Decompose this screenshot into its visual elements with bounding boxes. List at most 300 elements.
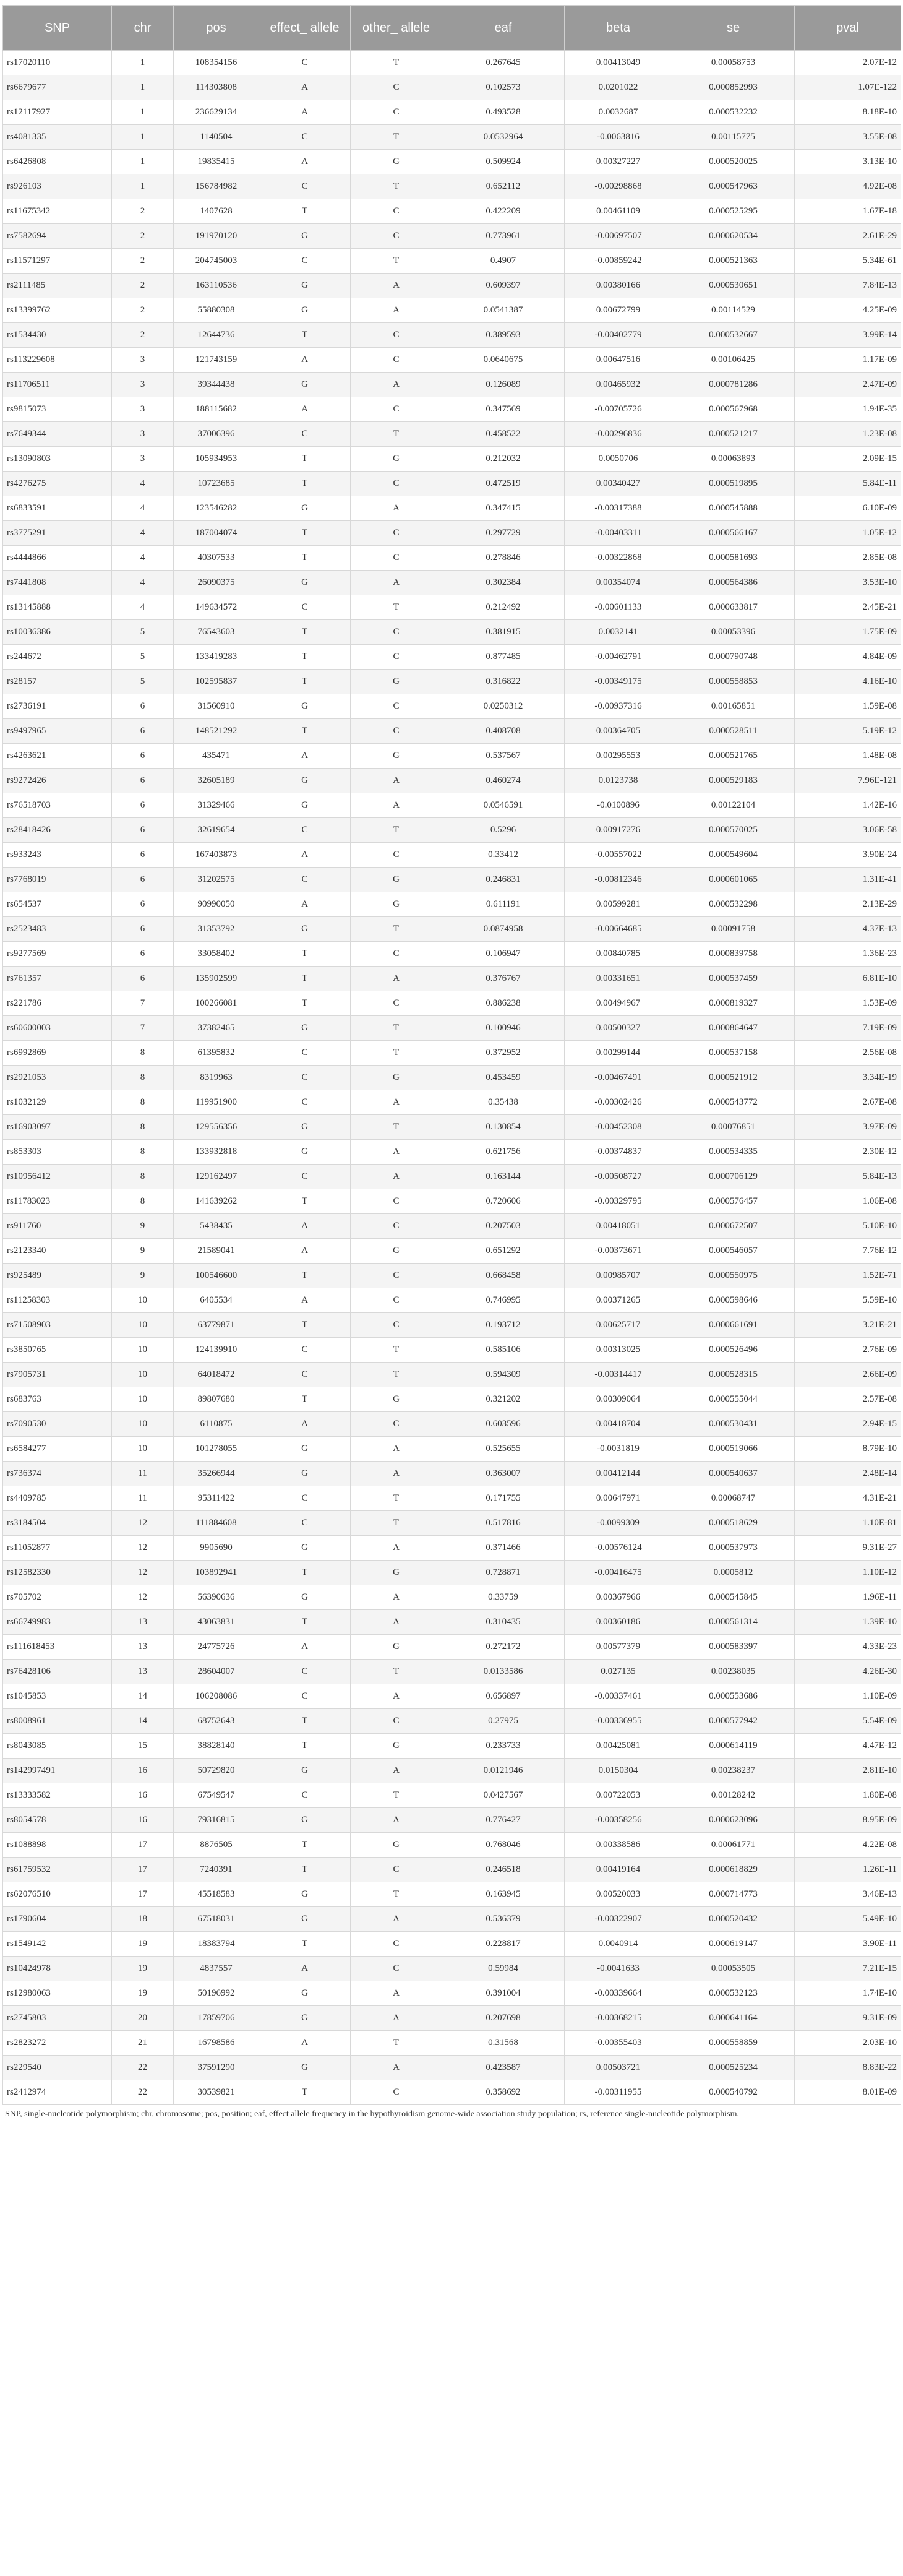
table-row: [3, 274, 901, 298]
pos-cell: 56390636: [174, 1585, 259, 1610]
snp-cell: rs28157: [3, 670, 112, 694]
se-cell: 0.00076851: [672, 1115, 795, 1140]
snp-cell: rs2921053: [3, 1066, 112, 1090]
eaf-cell: 0.5296: [442, 818, 565, 843]
pos-cell: 135902599: [174, 967, 259, 991]
effect-allele-cell: C: [259, 818, 351, 843]
effect-allele-cell: T: [259, 447, 351, 472]
chr-cell: 8: [112, 1115, 174, 1140]
other-allele-cell: G: [351, 1561, 442, 1585]
se-cell: 0.000532232: [672, 100, 795, 125]
beta-cell: -0.00311955: [565, 2080, 672, 2105]
eaf-cell: 0.100946: [442, 1016, 565, 1041]
other-allele-cell: C: [351, 1412, 442, 1437]
other-allele-cell: A: [351, 1165, 442, 1189]
effect-allele-cell: C: [259, 868, 351, 892]
snp-cell: rs113229608: [3, 348, 112, 373]
other-allele-cell: G: [351, 447, 442, 472]
eaf-cell: 0.651292: [442, 1239, 565, 1264]
pval-cell: 4.26E-30: [795, 1660, 901, 1684]
snp-cell: rs13399762: [3, 298, 112, 323]
eaf-cell: 0.746995: [442, 1288, 565, 1313]
effect-allele-cell: A: [259, 150, 351, 174]
pos-cell: 9905690: [174, 1536, 259, 1561]
eaf-cell: 0.27975: [442, 1709, 565, 1734]
chr-cell: 6: [112, 892, 174, 917]
snp-cell: rs3850765: [3, 1338, 112, 1363]
se-cell: 0.00053396: [672, 620, 795, 645]
pval-cell: 2.48E-14: [795, 1462, 901, 1486]
beta-cell: 0.00494967: [565, 991, 672, 1016]
other-allele-cell: G: [351, 1635, 442, 1660]
snp-cell: rs6679677: [3, 75, 112, 100]
se-cell: 0.000543772: [672, 1090, 795, 1115]
table-header: [3, 6, 901, 51]
pos-cell: 124139910: [174, 1338, 259, 1363]
chr-cell: 12: [112, 1511, 174, 1536]
chr-cell: 8: [112, 1165, 174, 1189]
table-row: [3, 1833, 901, 1858]
eaf-cell: 0.126089: [442, 373, 565, 397]
pos-cell: 40307533: [174, 546, 259, 571]
other-allele-cell: T: [351, 1016, 442, 1041]
table-row: [3, 1189, 901, 1214]
pval-cell: 5.34E-61: [795, 249, 901, 274]
effect-allele-cell: A: [259, 1214, 351, 1239]
effect-allele-cell: T: [259, 1610, 351, 1635]
pos-cell: 167403873: [174, 843, 259, 868]
eaf-cell: 0.233733: [442, 1734, 565, 1759]
effect-allele-cell: T: [259, 991, 351, 1016]
chr-cell: 8: [112, 1041, 174, 1066]
pval-cell: 2.47E-09: [795, 373, 901, 397]
table-row: [3, 224, 901, 249]
se-cell: 0.000819327: [672, 991, 795, 1016]
pos-cell: 31202575: [174, 868, 259, 892]
se-cell: 0.00115775: [672, 125, 795, 150]
snp-cell: rs1549142: [3, 1932, 112, 1957]
snp-cell: rs2823272: [3, 2031, 112, 2056]
pval-cell: 8.79E-10: [795, 1437, 901, 1462]
pos-cell: 148521292: [174, 719, 259, 744]
beta-cell: 0.00625717: [565, 1313, 672, 1338]
other-allele-cell: T: [351, 1115, 442, 1140]
se-cell: 0.000521363: [672, 249, 795, 274]
effect-allele-cell: A: [259, 1957, 351, 1981]
table-row: [3, 670, 901, 694]
pval-cell: 1.75E-09: [795, 620, 901, 645]
beta-cell: -0.00403311: [565, 521, 672, 546]
pval-cell: 2.94E-15: [795, 1412, 901, 1437]
pos-cell: 76543603: [174, 620, 259, 645]
table-row: [3, 150, 901, 174]
chr-cell: 13: [112, 1610, 174, 1635]
table-footnote: SNP, single-nucleotide polymorphism; chr, chromosome; pos, position; eaf, effect allele frequency in the hypothyroidism genome-wide association study population; rs, reference single-nucleotide polymorphism.: [5, 2109, 739, 2119]
pval-cell: 7.96E-121: [795, 769, 901, 793]
table-row: [3, 1437, 901, 1462]
other-allele-cell: C: [351, 1189, 442, 1214]
chr-cell: 5: [112, 645, 174, 670]
table-row: [3, 1808, 901, 1833]
eaf-cell: 0.106947: [442, 942, 565, 967]
table-row: [3, 818, 901, 843]
pval-cell: 7.76E-12: [795, 1239, 901, 1264]
effect-allele-cell: C: [259, 1338, 351, 1363]
se-cell: 0.000839758: [672, 942, 795, 967]
snp-cell: rs1045853: [3, 1684, 112, 1709]
se-cell: 0.000537459: [672, 967, 795, 991]
other-allele-cell: A: [351, 1981, 442, 2006]
beta-cell: -0.00374837: [565, 1140, 672, 1165]
pval-cell: 1.67E-18: [795, 199, 901, 224]
other-allele-cell: C: [351, 199, 442, 224]
pos-cell: 129556356: [174, 1115, 259, 1140]
chr-cell: 10: [112, 1363, 174, 1387]
table-row: [3, 51, 901, 75]
pos-cell: 90990050: [174, 892, 259, 917]
effect-allele-cell: G: [259, 373, 351, 397]
pos-cell: 61395832: [174, 1041, 259, 1066]
snp-cell: rs1088898: [3, 1833, 112, 1858]
pos-cell: 6110875: [174, 1412, 259, 1437]
chr-cell: 9: [112, 1214, 174, 1239]
pos-cell: 89807680: [174, 1387, 259, 1412]
table-row: [3, 793, 901, 818]
table-row: [3, 397, 901, 422]
beta-cell: 0.00367966: [565, 1585, 672, 1610]
pos-cell: 133932818: [174, 1140, 259, 1165]
table-row: [3, 1932, 901, 1957]
snp-cell: rs925489: [3, 1264, 112, 1288]
snp-cell: rs8008961: [3, 1709, 112, 1734]
chr-cell: 18: [112, 1907, 174, 1932]
chr-cell: 1: [112, 174, 174, 199]
effect-allele-cell: A: [259, 892, 351, 917]
other-allele-cell: C: [351, 348, 442, 373]
pval-cell: 2.09E-15: [795, 447, 901, 472]
se-cell: 0.000566167: [672, 521, 795, 546]
beta-cell: 0.0150304: [565, 1759, 672, 1783]
eaf-cell: 0.594309: [442, 1363, 565, 1387]
beta-cell: 0.00418704: [565, 1412, 672, 1437]
snp-cell: rs12980063: [3, 1981, 112, 2006]
se-cell: 0.000706129: [672, 1165, 795, 1189]
beta-cell: 0.00425081: [565, 1734, 672, 1759]
se-cell: 0.000521765: [672, 744, 795, 769]
snp-cell: rs9497965: [3, 719, 112, 744]
pos-cell: 24775726: [174, 1635, 259, 1660]
snp-cell: rs1534430: [3, 323, 112, 348]
snp-cell: rs683763: [3, 1387, 112, 1412]
col-header-beta: beta: [565, 6, 672, 51]
pval-cell: 1.42E-16: [795, 793, 901, 818]
eaf-cell: 0.408708: [442, 719, 565, 744]
effect-allele-cell: C: [259, 125, 351, 150]
table-row: [3, 199, 901, 224]
chr-cell: 10: [112, 1412, 174, 1437]
table-row: [3, 174, 901, 199]
eaf-cell: 0.611191: [442, 892, 565, 917]
snp-cell: rs2123340: [3, 1239, 112, 1264]
snp-cell: rs1032129: [3, 1090, 112, 1115]
eaf-cell: 0.246831: [442, 868, 565, 892]
pos-cell: 30539821: [174, 2080, 259, 2105]
snp-cell: rs4409785: [3, 1486, 112, 1511]
other-allele-cell: C: [351, 521, 442, 546]
snp-cell: rs76428106: [3, 1660, 112, 1684]
snp-cell: rs66749983: [3, 1610, 112, 1635]
beta-cell: -0.00322907: [565, 1907, 672, 1932]
other-allele-cell: C: [351, 645, 442, 670]
eaf-cell: 0.372952: [442, 1041, 565, 1066]
beta-cell: -0.00452308: [565, 1115, 672, 1140]
table-row: [3, 1264, 901, 1288]
pval-cell: 1.07E-122: [795, 75, 901, 100]
effect-allele-cell: G: [259, 224, 351, 249]
chr-cell: 10: [112, 1338, 174, 1363]
se-cell: 0.000545888: [672, 496, 795, 521]
eaf-cell: 0.585106: [442, 1338, 565, 1363]
eaf-cell: 0.302384: [442, 571, 565, 595]
beta-cell: 0.00338586: [565, 1833, 672, 1858]
pos-cell: 204745003: [174, 249, 259, 274]
pval-cell: 3.53E-10: [795, 571, 901, 595]
table-row: [3, 2031, 901, 2056]
beta-cell: -0.00329795: [565, 1189, 672, 1214]
effect-allele-cell: C: [259, 422, 351, 447]
pos-cell: 4837557: [174, 1957, 259, 1981]
effect-allele-cell: G: [259, 1585, 351, 1610]
pval-cell: 8.18E-10: [795, 100, 901, 125]
beta-cell: -0.00302426: [565, 1090, 672, 1115]
eaf-cell: 0.4907: [442, 249, 565, 274]
se-cell: 0.000532123: [672, 1981, 795, 2006]
pval-cell: 4.16E-10: [795, 670, 901, 694]
pval-cell: 5.84E-11: [795, 472, 901, 496]
other-allele-cell: C: [351, 843, 442, 868]
chr-cell: 8: [112, 1066, 174, 1090]
other-allele-cell: C: [351, 620, 442, 645]
pos-cell: 50729820: [174, 1759, 259, 1783]
table-row: [3, 1882, 901, 1907]
beta-cell: -0.0099309: [565, 1511, 672, 1536]
table-row: [3, 1288, 901, 1313]
beta-cell: 0.00840785: [565, 942, 672, 967]
chr-cell: 7: [112, 991, 174, 1016]
eaf-cell: 0.453459: [442, 1066, 565, 1090]
se-cell: 0.000558853: [672, 670, 795, 694]
se-cell: 0.00106425: [672, 348, 795, 373]
chr-cell: 11: [112, 1462, 174, 1486]
eaf-cell: 0.347569: [442, 397, 565, 422]
chr-cell: 1: [112, 51, 174, 75]
table-row: [3, 2080, 901, 2105]
pval-cell: 4.31E-21: [795, 1486, 901, 1511]
se-cell: 0.00053505: [672, 1957, 795, 1981]
pos-cell: 68752643: [174, 1709, 259, 1734]
snp-cell: rs4081335: [3, 125, 112, 150]
table-row: [3, 744, 901, 769]
other-allele-cell: T: [351, 1882, 442, 1907]
pos-cell: 31329466: [174, 793, 259, 818]
other-allele-cell: C: [351, 546, 442, 571]
pval-cell: 1.06E-08: [795, 1189, 901, 1214]
pos-cell: 31560910: [174, 694, 259, 719]
eaf-cell: 0.0874958: [442, 917, 565, 942]
pos-cell: 105934953: [174, 447, 259, 472]
chr-cell: 3: [112, 348, 174, 373]
chr-cell: 2: [112, 249, 174, 274]
eaf-cell: 0.422209: [442, 199, 565, 224]
se-cell: 0.00122104: [672, 793, 795, 818]
eaf-cell: 0.212032: [442, 447, 565, 472]
pval-cell: 1.05E-12: [795, 521, 901, 546]
eaf-cell: 0.423587: [442, 2056, 565, 2080]
pos-cell: 35266944: [174, 1462, 259, 1486]
snp-cell: rs7441808: [3, 571, 112, 595]
other-allele-cell: C: [351, 323, 442, 348]
eaf-cell: 0.886238: [442, 991, 565, 1016]
beta-cell: 0.0032141: [565, 620, 672, 645]
beta-cell: 0.00413049: [565, 51, 672, 75]
beta-cell: 0.00327227: [565, 150, 672, 174]
pos-cell: 43063831: [174, 1610, 259, 1635]
other-allele-cell: C: [351, 75, 442, 100]
effect-allele-cell: A: [259, 348, 351, 373]
eaf-cell: 0.0133586: [442, 1660, 565, 1684]
effect-allele-cell: T: [259, 1189, 351, 1214]
eaf-cell: 0.59984: [442, 1957, 565, 1981]
pval-cell: 1.17E-09: [795, 348, 901, 373]
beta-cell: 0.0032687: [565, 100, 672, 125]
other-allele-cell: C: [351, 719, 442, 744]
other-allele-cell: C: [351, 991, 442, 1016]
other-allele-cell: A: [351, 1090, 442, 1115]
table-row: [3, 1660, 901, 1684]
se-cell: 0.000577942: [672, 1709, 795, 1734]
pos-cell: 133419283: [174, 645, 259, 670]
effect-allele-cell: G: [259, 1016, 351, 1041]
pval-cell: 8.95E-09: [795, 1808, 901, 1833]
chr-cell: 6: [112, 917, 174, 942]
chr-cell: 2: [112, 199, 174, 224]
pval-cell: 1.59E-08: [795, 694, 901, 719]
other-allele-cell: A: [351, 1808, 442, 1833]
eaf-cell: 0.773961: [442, 224, 565, 249]
table-row: [3, 991, 901, 1016]
se-cell: 0.00068747: [672, 1486, 795, 1511]
se-cell: 0.000525295: [672, 199, 795, 224]
chr-cell: 15: [112, 1734, 174, 1759]
effect-allele-cell: T: [259, 1709, 351, 1734]
table-row: [3, 298, 901, 323]
other-allele-cell: G: [351, 150, 442, 174]
pval-cell: 2.30E-12: [795, 1140, 901, 1165]
se-cell: 0.000714773: [672, 1882, 795, 1907]
pval-cell: 1.10E-09: [795, 1684, 901, 1709]
pos-cell: 435471: [174, 744, 259, 769]
table-row: [3, 1486, 901, 1511]
beta-cell: -0.00298868: [565, 174, 672, 199]
chr-cell: 4: [112, 496, 174, 521]
se-cell: 0.00058753: [672, 51, 795, 75]
effect-allele-cell: T: [259, 1932, 351, 1957]
table-row: [3, 1907, 901, 1932]
pval-cell: 4.33E-23: [795, 1635, 901, 1660]
beta-cell: -0.00576124: [565, 1536, 672, 1561]
effect-allele-cell: G: [259, 1437, 351, 1462]
snp-cell: rs17020110: [3, 51, 112, 75]
table-row: [3, 1783, 901, 1808]
snp-cell: rs6426808: [3, 150, 112, 174]
snp-cell: rs1790604: [3, 1907, 112, 1932]
pval-cell: 3.06E-58: [795, 818, 901, 843]
pos-cell: 111884608: [174, 1511, 259, 1536]
chr-cell: 8: [112, 1189, 174, 1214]
effect-allele-cell: C: [259, 249, 351, 274]
se-cell: 0.000619147: [672, 1932, 795, 1957]
beta-cell: 0.00354074: [565, 571, 672, 595]
pos-cell: 8319963: [174, 1066, 259, 1090]
beta-cell: -0.00296836: [565, 422, 672, 447]
snp-cell: rs6584277: [3, 1437, 112, 1462]
pval-cell: 7.21E-15: [795, 1957, 901, 1981]
beta-cell: 0.00360186: [565, 1610, 672, 1635]
chr-cell: 19: [112, 1981, 174, 2006]
eaf-cell: 0.877485: [442, 645, 565, 670]
beta-cell: -0.00467491: [565, 1066, 672, 1090]
effect-allele-cell: C: [259, 1511, 351, 1536]
other-allele-cell: A: [351, 1907, 442, 1932]
beta-cell: -0.00314417: [565, 1363, 672, 1387]
eaf-cell: 0.391004: [442, 1981, 565, 2006]
effect-allele-cell: G: [259, 1115, 351, 1140]
other-allele-cell: A: [351, 769, 442, 793]
table-row: [3, 1016, 901, 1041]
snp-cell: rs9815073: [3, 397, 112, 422]
pos-cell: 163110536: [174, 274, 259, 298]
se-cell: 0.0005812: [672, 1561, 795, 1585]
other-allele-cell: A: [351, 274, 442, 298]
se-cell: 0.000519066: [672, 1437, 795, 1462]
chr-cell: 8: [112, 1090, 174, 1115]
se-cell: 0.000558859: [672, 2031, 795, 2056]
eaf-cell: 0.193712: [442, 1313, 565, 1338]
pos-cell: 16798586: [174, 2031, 259, 2056]
se-cell: 0.000530431: [672, 1412, 795, 1437]
pval-cell: 2.03E-10: [795, 2031, 901, 2056]
table-row: [3, 447, 901, 472]
se-cell: 0.000526496: [672, 1338, 795, 1363]
effect-allele-cell: A: [259, 744, 351, 769]
other-allele-cell: C: [351, 1858, 442, 1882]
beta-cell: 0.00461109: [565, 199, 672, 224]
snp-cell: rs142997491: [3, 1759, 112, 1783]
eaf-cell: 0.0427567: [442, 1783, 565, 1808]
effect-allele-cell: G: [259, 298, 351, 323]
pos-cell: 17859706: [174, 2006, 259, 2031]
pval-cell: 7.84E-13: [795, 274, 901, 298]
eaf-cell: 0.33759: [442, 1585, 565, 1610]
pos-cell: 236629134: [174, 100, 259, 125]
pos-cell: 32619654: [174, 818, 259, 843]
other-allele-cell: C: [351, 1932, 442, 1957]
table-row: [3, 1363, 901, 1387]
other-allele-cell: C: [351, 1214, 442, 1239]
beta-cell: -0.00317388: [565, 496, 672, 521]
effect-allele-cell: T: [259, 1858, 351, 1882]
table-row: [3, 719, 901, 744]
